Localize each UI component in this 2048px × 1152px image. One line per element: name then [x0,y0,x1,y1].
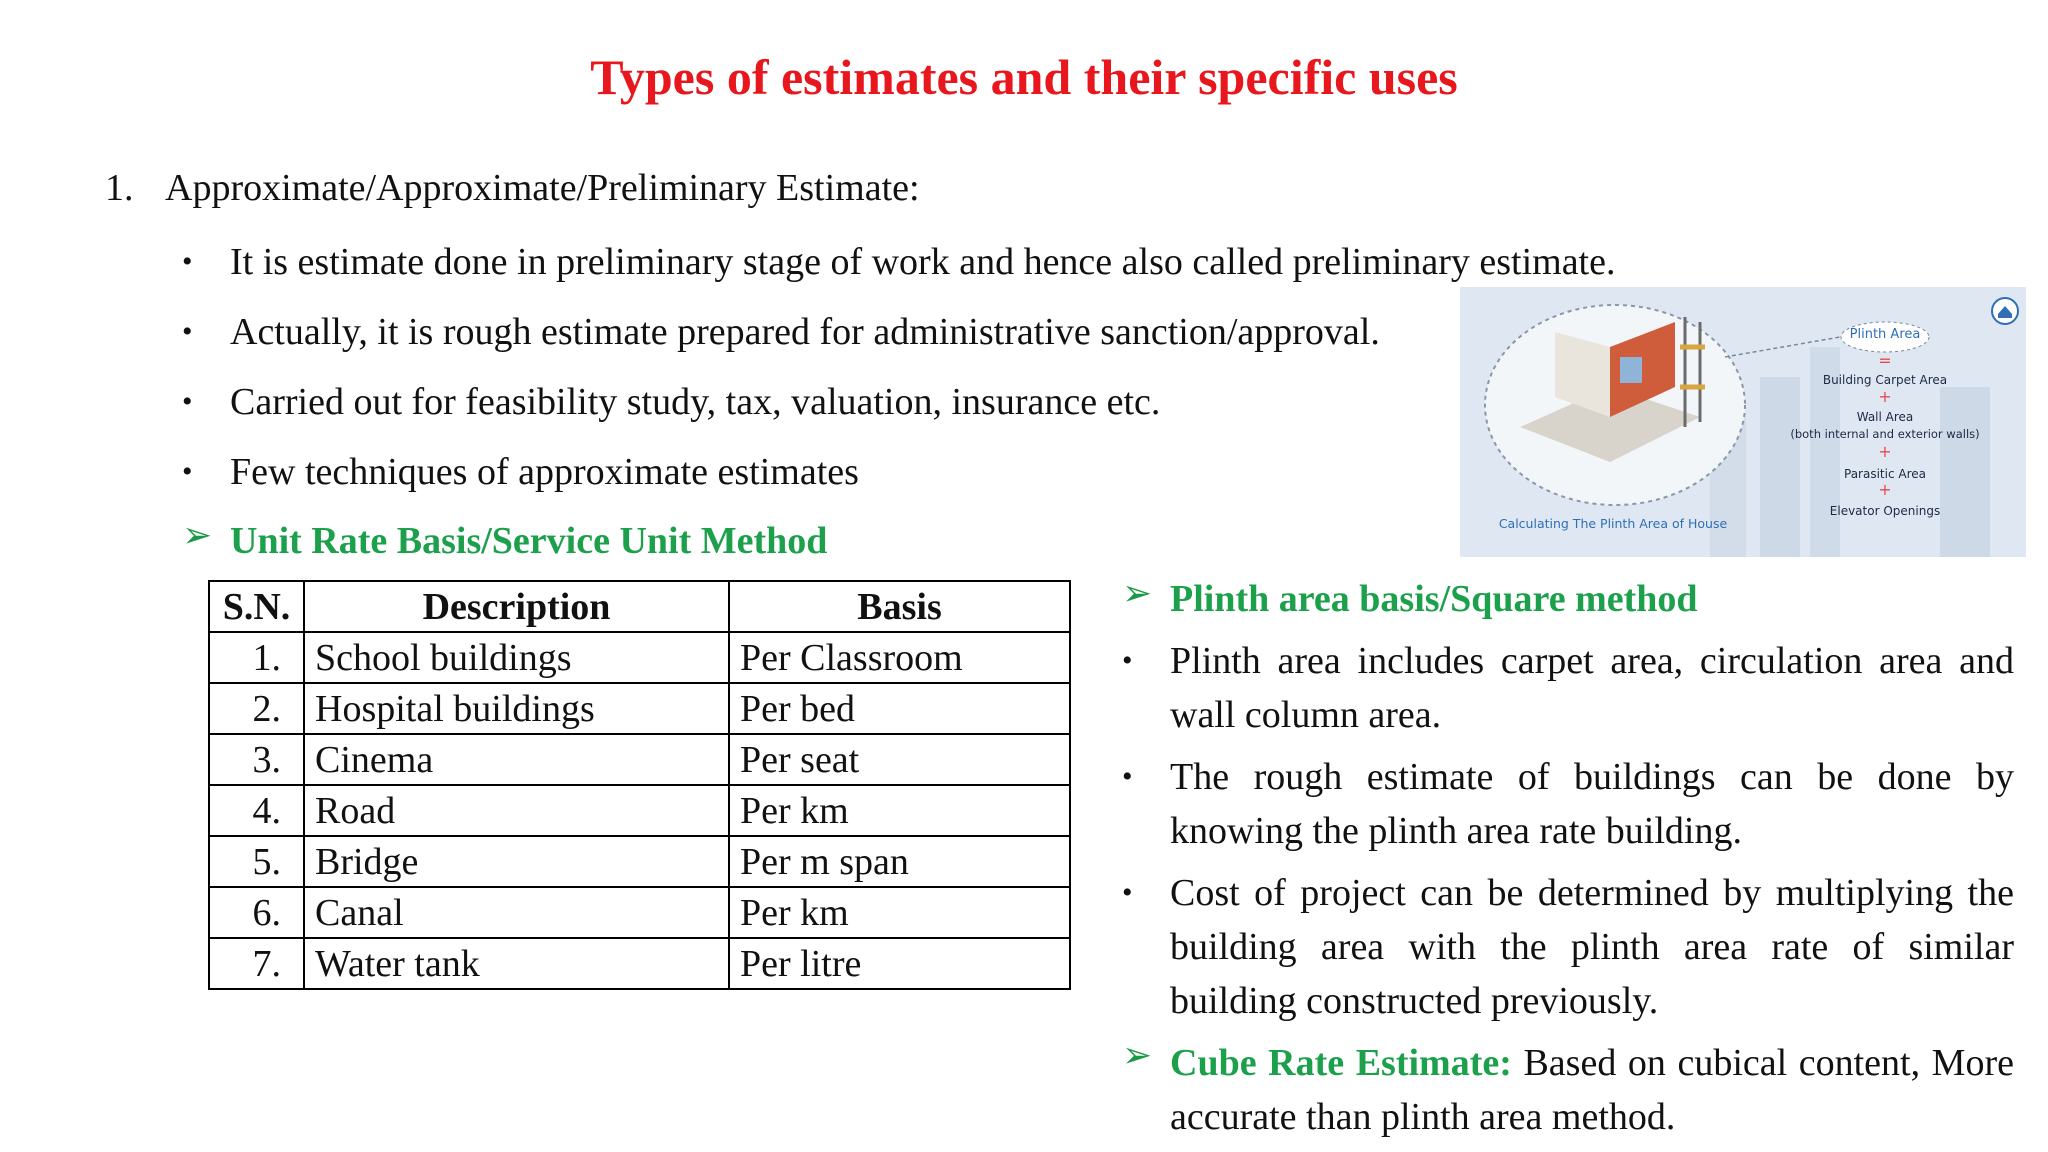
plus-sign: + [1878,480,1892,499]
cell-sn: 6. [209,887,304,938]
plinth-bullet-text: Plinth area includes carpet area, circulation area and wall column area. [1170,640,2014,736]
cell-basis: Per km [729,887,1070,938]
table-header-row [209,581,1070,632]
arrow-bullet-icon: ➢ [182,515,213,555]
bullet-dot: • [182,315,193,348]
cell-basis: Per seat [729,734,1070,785]
bullet-text: Carried out for feasibility study, tax, valuation, insurance etc. [230,381,1161,423]
plus-sign: + [1878,387,1892,406]
cell-sn: 1. [209,632,304,683]
table-row [209,836,1070,887]
bullet-text: Few techniques of approximate estimates [230,451,859,493]
bullet-dot: • [182,385,193,418]
wall-area-label: Wall Area [1856,410,1914,424]
carpet-area-label: Building Carpet Area [1822,373,1948,387]
bullet-dot: • [1122,760,1133,793]
header-description: Description [304,581,729,632]
cube-rate-text: Based on cubical content, More accurate than plinth area method. [1170,1042,2014,1138]
cell-sn: 3. [209,734,304,785]
table-row [209,938,1070,989]
cell-description: School buildings [304,632,729,683]
header-basis: Basis [729,581,1070,632]
bullet-dot: • [1122,644,1133,677]
cube-rate-label: Cube Rate Estimate: [1170,1042,1512,1084]
illustration-caption: Calculating The Plinth Area of House [1498,516,1728,531]
cell-basis: Per m span [729,836,1070,887]
page-title: Types of estimates and their specific uses [590,49,1458,105]
cell-description: Cinema [304,734,729,785]
cube-rate-block [1122,1036,2014,1144]
section-heading [105,166,920,210]
plinth-bullet [1122,866,2014,1028]
elevator-openings-label: Elevator Openings [1829,504,1941,518]
table-row [209,785,1070,836]
cell-basis: Per Classroom [729,632,1070,683]
plinth-bullet-text: Cost of project can be determined by multiplying the building area with the plinth area rate of similar building constructed previously. [1170,872,2014,1022]
cell-basis: Per km [729,785,1070,836]
bullet-dot: • [182,245,193,278]
table-row [209,632,1070,683]
cell-basis: Per bed [729,683,1070,734]
header-sn: S.N. [209,581,304,632]
cell-description: Hospital buildings [304,683,729,734]
bullet-dot: • [1122,876,1133,909]
parasitic-area-label: Parasitic Area [1844,467,1926,481]
equals-sign: = [1878,351,1892,370]
plinth-area-label: Plinth Area [1849,327,1921,342]
cell-sn: 2. [209,683,304,734]
cell-description: Bridge [304,836,729,887]
unit-method-label: Unit Rate Basis/Service Unit Method [230,520,828,562]
cell-description: Road [304,785,729,836]
cell-basis: Per litre [729,938,1070,989]
bullet-text: Actually, it is rough estimate prepared for administrative sanction/approval. [230,311,1380,353]
unit-rate-table [208,580,1071,990]
section-heading-text: Approximate/Approximate/Preliminary Estimate: [165,167,920,209]
arrow-bullet-icon: ➢ [1122,1035,1153,1075]
plinth-area-illustration [1460,287,2026,557]
plus-sign: + [1878,442,1892,461]
bullet-dot: • [182,455,193,488]
arrow-bullet-icon: ➢ [1122,573,1153,613]
window [1620,357,1642,383]
bullet-text: It is estimate done in preliminary stage of work and hence also called preliminary estimate. [230,241,1616,283]
cell-sn: 5. [209,836,304,887]
plinth-method-label: Plinth area basis/Square method [1170,578,1698,620]
cell-description: Water tank [304,938,729,989]
plinth-bullet [1122,634,2014,742]
cell-sn: 4. [209,785,304,836]
section-number: 1. [105,167,134,209]
table-row [209,683,1070,734]
table-row [209,734,1070,785]
plinth-bullet-text: The rough estimate of buildings can be done by knowing the plinth area rate building. [1170,756,2014,852]
table-row [209,887,1070,938]
wall-area-note: (both internal and exterior walls) [1790,427,1980,441]
cell-description: Canal [304,887,729,938]
cell-sn: 7. [209,938,304,989]
plinth-bullet [1122,750,2014,858]
